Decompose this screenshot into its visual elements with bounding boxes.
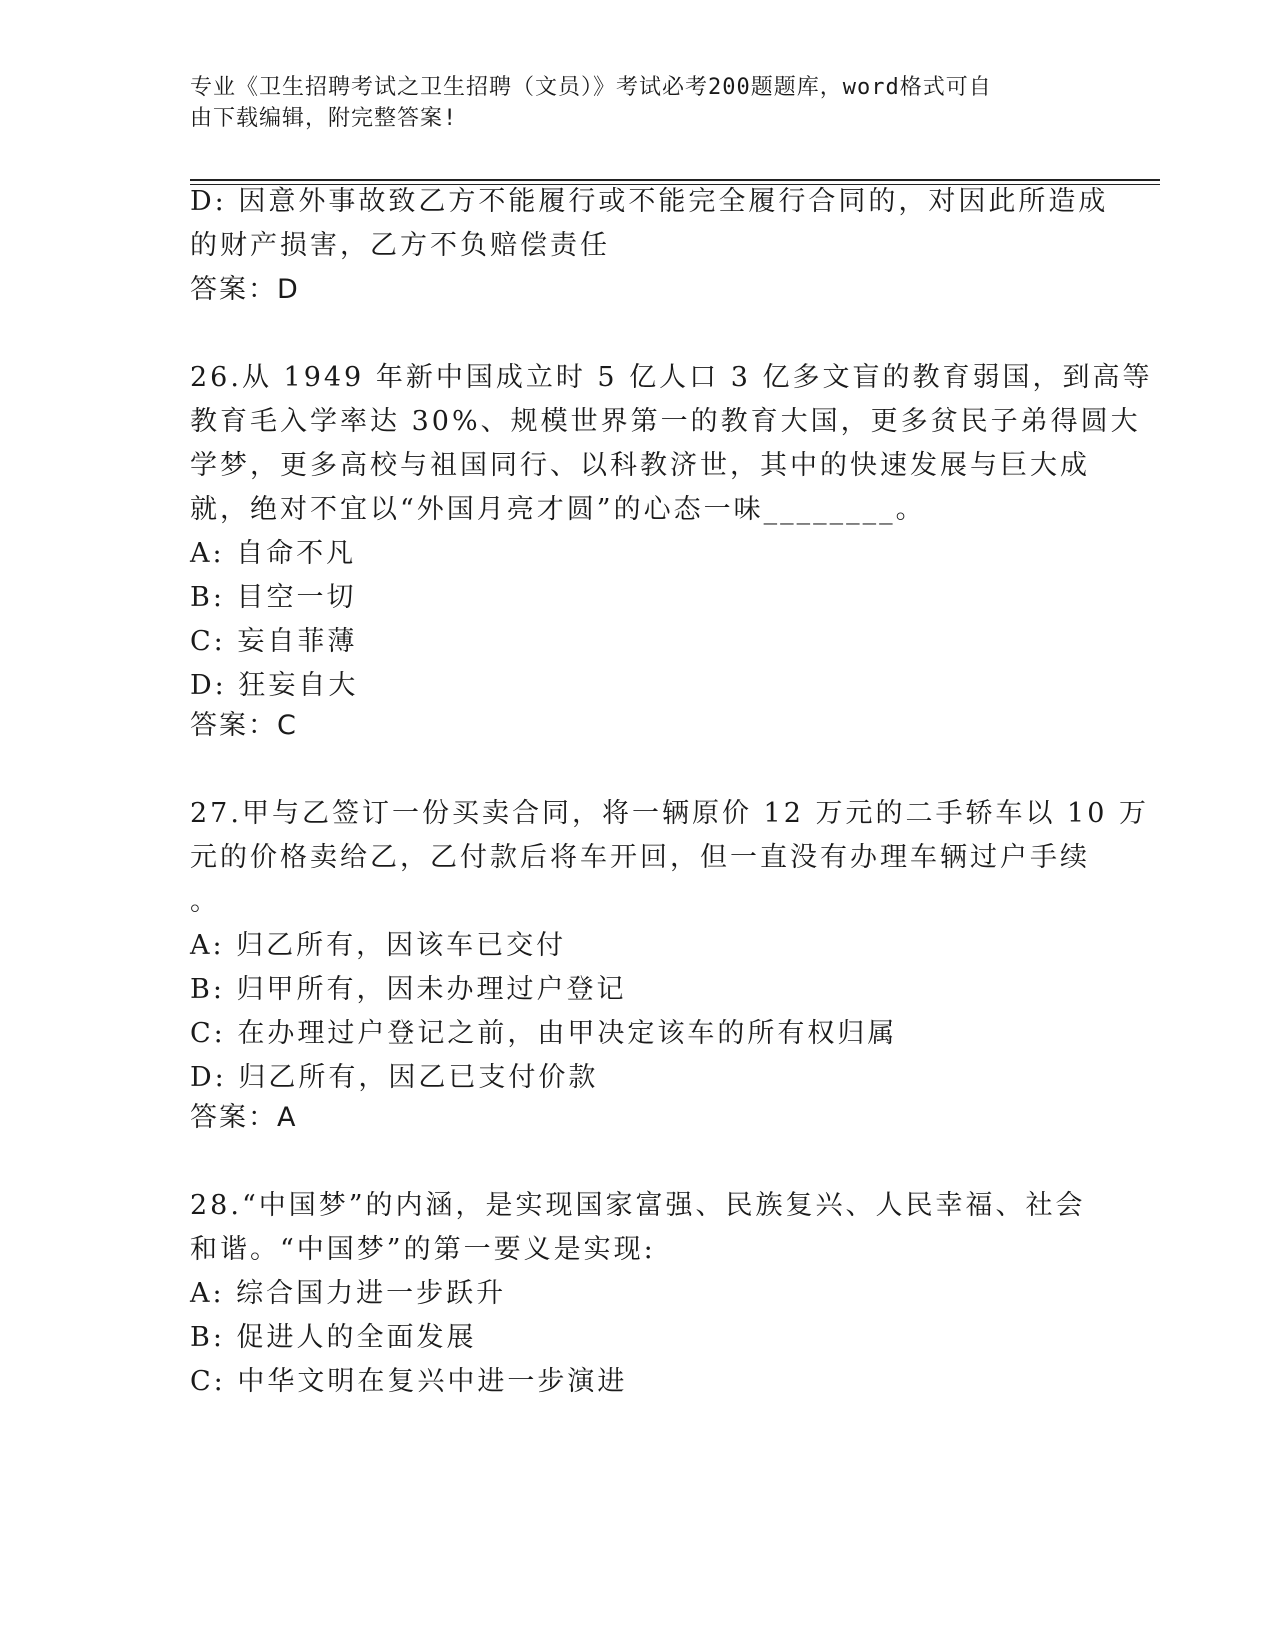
prev-option-d-line-2: 的财产损害，乙方不负赔偿责任 [190,230,610,261]
document-header [190,72,1070,134]
q28-stem-line-2: 和谐。“中国梦”的第一要义是实现: [190,1234,656,1265]
q27-stem-line-2: 元的价格卖给乙，乙付款后将车开回，但一直没有办理车辆过户手续 [190,842,1090,873]
q27-stem-line-1: 27.甲与乙签订一份买卖合同，将一辆原价 12 万元的二手轿车以 10 万 [190,798,1149,829]
q27-option-a: A: 归乙所有，因该车已交付 [190,930,567,961]
q28-option-a: A: 综合国力进一步跃升 [190,1278,507,1309]
q26-option-c: C: 妄自菲薄 [190,626,358,657]
q26-stem-line-4: 就，绝对不宜以“外国月亮才圆”的心态一味________。 [190,494,926,525]
q28-option-b: B: 促进人的全面发展 [190,1322,477,1353]
q26-option-a: A: 自命不凡 [190,538,357,569]
q27-option-d: D: 归乙所有，因乙已支付价款 [190,1062,599,1093]
prev-option-d-line-1: D: 因意外事故致乙方不能履行或不能完全履行合同的，对因此所造成 [190,186,1109,217]
prev-answer: 答案：D [190,274,300,305]
header-title-line-1: 专业《卫生招聘考试之卫生招聘（文员）》考试必考200题题库，word格式可自 [190,75,992,100]
q28-option-c: C: 中华文明在复兴中进一步演进 [190,1366,628,1397]
q26-option-b: B: 目空一切 [190,582,357,613]
q27-option-b: B: 归甲所有，因未办理过户登记 [190,974,627,1005]
header-title-line-2: 由下载编辑，附完整答案! [190,106,458,131]
header-divider-thick [190,179,1160,181]
q27-option-c: C: 在办理过户登记之前，由甲决定该车的所有权归属 [190,1018,898,1049]
q27-stem-line-3: 。 [190,886,220,917]
q26-answer: 答案：C [190,710,298,741]
q26-stem-line-1: 26.从 1949 年新中国成立时 5 亿人口 3 亿多文盲的教育弱国，到高等 [190,362,1153,393]
q27-answer: 答案：A [190,1102,298,1133]
q26-option-d: D: 狂妄自大 [190,670,359,701]
q28-stem-line-1: 28.“中国梦”的内涵，是实现国家富强、民族复兴、人民幸福、社会 [190,1190,1086,1221]
q26-stem-line-3: 学梦，更多高校与祖国同行、以科教济世，其中的快速发展与巨大成 [190,450,1090,481]
q26-stem-line-2: 教育毛入学率达 30%、规模世界第一的教育大国，更多贫民子弟得圆大 [190,406,1141,437]
